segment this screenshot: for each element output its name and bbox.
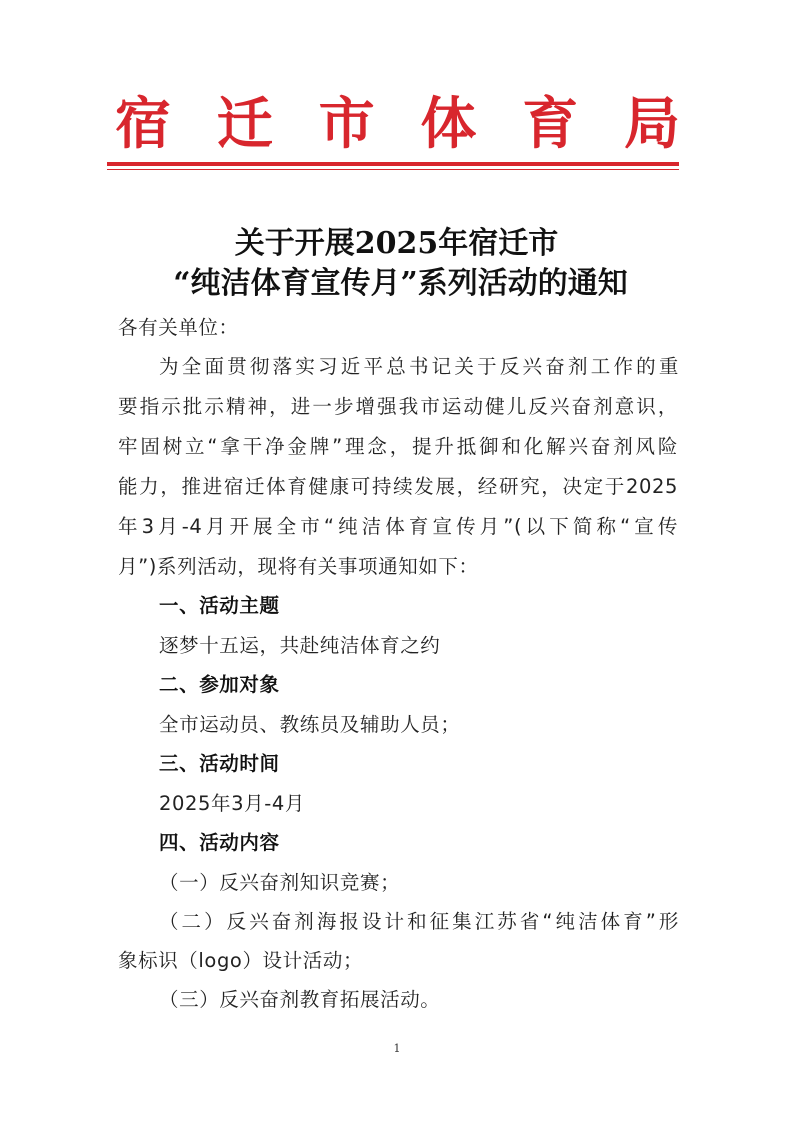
letterhead-char: 体 <box>420 91 477 157</box>
letterhead-char: 宿 <box>115 91 171 157</box>
intro-line: 年3月-4月开展全市“纯洁体育宣传月”(以下简称“宣传 <box>118 515 678 538</box>
section-heading-participants: 二、参加对象 <box>159 673 280 696</box>
letterhead-char: 迁 <box>216 91 273 157</box>
letterhead-char: 市 <box>318 91 375 157</box>
content-item: （一）反兴奋剂知识竞赛； <box>159 871 401 894</box>
letterhead-divider-thick <box>107 162 679 166</box>
intro-line: 牢固树立“拿干净金牌”理念，提升抵御和化解兴奋剂风险 <box>118 435 678 458</box>
section-heading-content: 四、活动内容 <box>159 831 280 854</box>
section-body-theme: 逐梦十五运，共赴纯洁体育之约 <box>159 634 441 657</box>
section-body-time: 2025年3月-4月 <box>159 792 305 815</box>
letterhead-divider-thin <box>107 169 679 170</box>
intro-line: 能力，推进宿迁体育健康可持续发展，经研究，决定于2025 <box>118 475 678 498</box>
section-heading-theme: 一、活动主题 <box>159 594 280 617</box>
page-number: 1 <box>393 1042 401 1055</box>
intro-line: 月”)系列活动，现将有关事项通知如下： <box>118 555 479 578</box>
intro-line: 要指示批示精神，进一步增强我市运动健儿反兴奋剂意识， <box>118 395 678 418</box>
letterhead-char: 局 <box>623 91 680 157</box>
section-heading-time: 三、活动时间 <box>159 752 280 775</box>
content-item: （二）反兴奋剂海报设计和征集江苏省“纯洁体育”形 <box>159 910 679 933</box>
letterhead <box>110 88 685 160</box>
salutation: 各有关单位： <box>118 316 239 339</box>
letterhead-char: 育 <box>522 91 579 157</box>
document-title-line-1: 关于开展2025年宿迁市 <box>234 226 559 261</box>
document-title-line-2: “纯洁体育宣传月”系列活动的通知 <box>173 266 628 301</box>
content-item-continuation: 象标识（logo）设计活动； <box>118 949 364 972</box>
section-body-participants: 全市运动员、教练员及辅助人员； <box>159 713 461 736</box>
intro-line: 为全面贯彻落实习近平总书记关于反兴奋剂工作的重 <box>159 355 679 378</box>
content-item: （三）反兴奋剂教育拓展活动。 <box>159 988 441 1011</box>
